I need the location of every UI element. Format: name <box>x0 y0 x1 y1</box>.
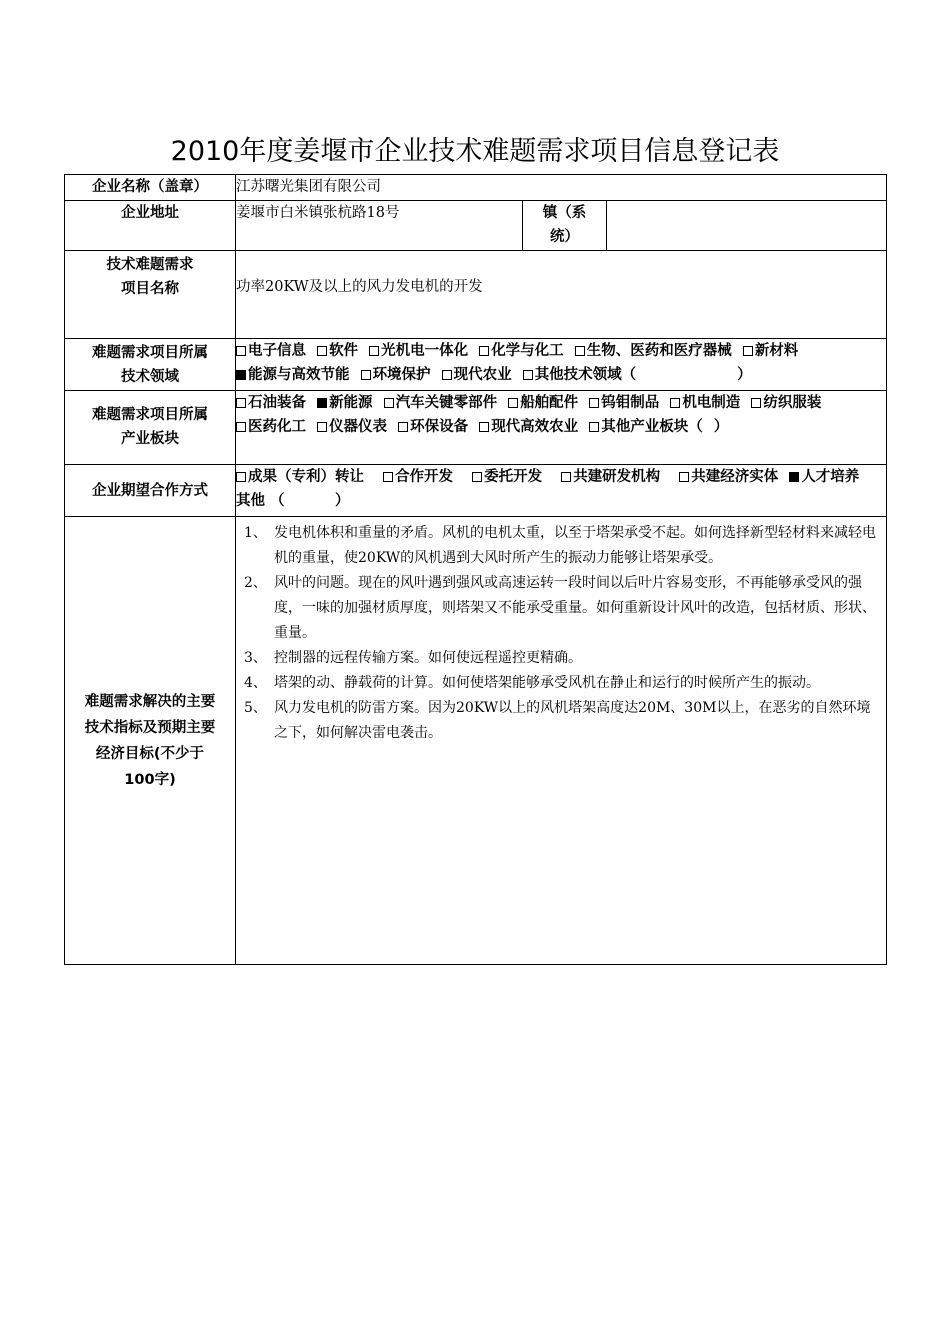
checkbox-checked-icon[interactable] <box>789 472 799 482</box>
checkbox-icon[interactable] <box>236 472 246 482</box>
item-text: 塔架的动、静载荷的计算。如何使塔架能够承受风机在静止和运行的时候所产生的振动。 <box>274 675 820 691</box>
list-item <box>244 521 878 571</box>
industry-option[interactable] <box>384 395 498 411</box>
option-label: 委托开发 <box>484 469 543 485</box>
checkbox-icon[interactable] <box>561 472 571 482</box>
option-label: 光机电一体化 <box>381 343 469 359</box>
cooperation-options <box>236 465 887 517</box>
option-label: 能源与高效节能 <box>248 367 350 383</box>
indicators-label-line-4: 100字) <box>124 771 176 788</box>
cooperation-option[interactable] <box>789 469 859 485</box>
project-name-value[interactable]: 功率20KW及以上的风力发电机的开发 <box>236 251 887 339</box>
address-value[interactable]: 姜堰市白米镇张杭路18号 <box>236 201 523 251</box>
tech-field-option[interactable] <box>575 343 732 359</box>
company-name-value[interactable]: 江苏曙光集团有限公司 <box>236 175 887 201</box>
industry-option[interactable] <box>317 395 373 411</box>
town-value[interactable] <box>607 201 887 251</box>
registration-form <box>64 174 887 965</box>
tech-field-option[interactable] <box>479 343 564 359</box>
tech-field-option[interactable] <box>317 343 358 359</box>
industry-option[interactable] <box>589 419 703 435</box>
list-item <box>244 696 878 746</box>
cooperation-option[interactable] <box>472 469 542 485</box>
option-label: 船舶配件 <box>520 395 579 411</box>
item-text: 风叶的问题。现在的风叶遇到强风或高速运转一段时间以后叶片容易变形，不再能够承受风的强度，一味的加强材质厚度，则塔架又不能承受重量。如何重新设计风叶的改造，包括材质、形状、重量。 <box>274 575 876 641</box>
row-address <box>65 201 887 251</box>
checkbox-icon[interactable] <box>589 398 599 408</box>
option-label: 仪器仪表 <box>329 419 388 435</box>
cooperation-label: 企业期望合作方式 <box>65 465 236 517</box>
checkbox-icon[interactable] <box>236 398 246 408</box>
item-text: 控制器的远程传输方案。如何使远程遥控更精确。 <box>274 650 582 666</box>
item-number: 1、 <box>244 525 267 541</box>
cooperation-other[interactable]: 其他 （ ） <box>236 493 350 509</box>
option-label: 新能源 <box>329 395 373 411</box>
option-label: 机电制造 <box>682 395 741 411</box>
checkbox-icon[interactable] <box>589 422 599 432</box>
row-indicators <box>65 517 887 965</box>
project-name-label <box>65 251 236 339</box>
indicators-label-line-2: 技术指标及预期主要 <box>84 719 216 736</box>
checkbox-icon[interactable] <box>479 422 489 432</box>
option-label: 共建经济实体 <box>691 469 779 485</box>
option-label: 合作开发 <box>395 469 454 485</box>
checkbox-icon[interactable] <box>236 422 246 432</box>
tech-field-label-line-1: 难题需求项目所属 <box>92 345 208 361</box>
option-label: 成果（专利）转让 <box>248 469 364 485</box>
checkbox-icon[interactable] <box>670 398 680 408</box>
option-label: 钨钼制品 <box>601 395 660 411</box>
tech-field-options <box>236 339 887 391</box>
cooperation-option[interactable] <box>561 469 660 485</box>
tech-field-option[interactable] <box>236 343 306 359</box>
checkbox-icon[interactable] <box>575 346 585 356</box>
town-label-line-1: 镇（系 <box>542 205 587 221</box>
option-label: 石油装备 <box>248 395 306 411</box>
industry-label-line-2: 产业板块 <box>121 431 179 447</box>
item-text: 风力发电机的防雷方案。因为20KW以上的风机塔架高度达20M、30M以上，在恶劣的自然环境之下，如何解决雷电袭击。 <box>274 700 871 741</box>
row-cooperation <box>65 465 887 517</box>
checkbox-icon[interactable] <box>398 422 408 432</box>
option-label: 医药化工 <box>248 419 306 435</box>
industry-option[interactable] <box>317 419 387 435</box>
town-label-line-2: 统） <box>550 229 579 245</box>
industry-other-close: ） <box>713 419 729 435</box>
checkbox-icon[interactable] <box>317 422 327 432</box>
row-industry <box>65 391 887 465</box>
industry-option[interactable] <box>508 395 578 411</box>
checkbox-checked-icon[interactable] <box>317 398 327 408</box>
checkbox-icon[interactable] <box>472 472 482 482</box>
option-label: 化学与化工 <box>491 343 564 359</box>
checkbox-icon[interactable] <box>361 370 371 380</box>
option-label: 其他产业板块（ <box>601 419 703 435</box>
option-label: 汽车关键零部件 <box>395 395 498 411</box>
option-label: 现代农业 <box>453 367 512 383</box>
indicators-label <box>65 517 236 965</box>
indicators-label-line-1: 难题需求解决的主要 <box>84 693 216 710</box>
project-name-label-line-2: 项目名称 <box>121 281 179 297</box>
cooperation-option[interactable] <box>679 469 778 485</box>
checkbox-icon[interactable] <box>479 346 489 356</box>
industry-option[interactable] <box>236 395 306 411</box>
checkbox-checked-icon[interactable] <box>236 370 246 380</box>
option-label: 共建研发机构 <box>573 469 661 485</box>
list-item <box>244 571 878 646</box>
tech-field-option[interactable] <box>236 367 350 383</box>
list-item <box>244 646 878 671</box>
checkbox-icon[interactable] <box>743 346 753 356</box>
indicators-label-line-3: 经济目标(不少于 <box>95 745 205 762</box>
industry-option[interactable] <box>670 395 740 411</box>
checkbox-icon[interactable] <box>442 370 452 380</box>
industry-label <box>65 391 236 465</box>
industry-option[interactable] <box>236 419 306 435</box>
company-name-label: 企业名称（盖章） <box>65 175 236 201</box>
option-label: 环保设备 <box>410 419 469 435</box>
option-label: 软件 <box>329 343 359 359</box>
checkbox-icon[interactable] <box>317 346 327 356</box>
industry-option[interactable] <box>479 419 578 435</box>
tech-field-option[interactable] <box>743 343 799 359</box>
checkbox-icon[interactable] <box>751 398 761 408</box>
cooperation-option[interactable] <box>383 469 453 485</box>
cooperation-option[interactable] <box>236 469 364 485</box>
option-label: 现代高效农业 <box>491 419 579 435</box>
tech-field-option[interactable] <box>369 343 468 359</box>
item-text: 发电机体积和重量的矛盾。风机的电机太重，以至于塔架承受不起。如何选择新型轻材料来减轻电机的重量，使20KW的风机遇到大风时所产生的振动力能够让塔架承受。 <box>274 525 876 566</box>
item-number: 4、 <box>244 675 267 691</box>
tech-field-option[interactable] <box>442 367 512 383</box>
option-label: 新材料 <box>754 343 799 359</box>
tech-field-label-line-2: 技术领域 <box>121 369 179 385</box>
row-tech-field <box>65 339 887 391</box>
option-label: 电子信息 <box>248 343 306 359</box>
indicators-content[interactable] <box>236 517 887 965</box>
checkbox-icon[interactable] <box>384 398 394 408</box>
option-label: 人才培养 <box>801 469 860 485</box>
checkbox-icon[interactable] <box>679 472 689 482</box>
tech-field-option[interactable] <box>361 367 431 383</box>
row-company-name <box>65 175 887 201</box>
page-title: 2010年度姜堰市企业技术难题需求项目信息登记表 <box>170 136 780 167</box>
industry-option[interactable] <box>589 395 659 411</box>
project-name-label-line-1: 技术难题需求 <box>106 257 194 273</box>
indicator-list <box>244 521 878 746</box>
industry-label-line-1: 难题需求项目所属 <box>92 407 208 423</box>
checkbox-icon[interactable] <box>236 346 246 356</box>
checkbox-icon[interactable] <box>523 370 533 380</box>
industry-option[interactable] <box>398 419 468 435</box>
industry-options <box>236 391 887 465</box>
industry-option[interactable] <box>751 395 821 411</box>
option-label: 生物、医药和医疗器械 <box>586 343 732 359</box>
checkbox-icon[interactable] <box>508 398 518 408</box>
tech-field-option[interactable] <box>523 367 752 383</box>
town-label <box>523 201 607 251</box>
item-number: 2、 <box>244 575 267 591</box>
checkbox-icon[interactable] <box>383 472 393 482</box>
option-label: 环境保护 <box>372 367 431 383</box>
checkbox-icon[interactable] <box>369 346 379 356</box>
row-project-name <box>65 251 887 339</box>
item-number: 5、 <box>244 700 267 716</box>
address-label: 企业地址 <box>65 201 236 251</box>
option-label: 纺织服装 <box>763 395 822 411</box>
list-item <box>244 671 878 696</box>
item-number: 3、 <box>244 650 267 666</box>
option-label: 其他技术领域（ ） <box>534 367 752 383</box>
tech-field-label <box>65 339 236 391</box>
